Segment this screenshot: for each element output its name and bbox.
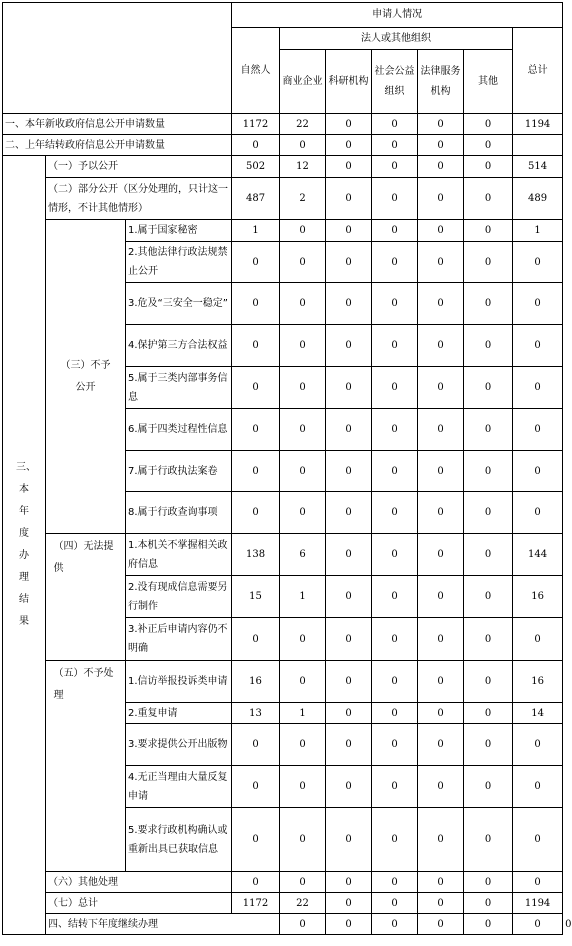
group-label: （六）其他处理 bbox=[46, 872, 232, 893]
cell-legal-service: 0 bbox=[418, 661, 464, 703]
cell-other: 0 bbox=[513, 914, 563, 935]
cell-commercial: 0 bbox=[280, 451, 326, 492]
cell-legal-service: 0 bbox=[418, 156, 464, 178]
cell-social: 0 bbox=[372, 220, 418, 242]
cell-social: 0 bbox=[372, 576, 418, 618]
cell-total: 0 bbox=[513, 242, 563, 283]
cell-other: 0 bbox=[464, 367, 513, 409]
cell-commercial: 22 bbox=[280, 893, 326, 914]
cell-other: 0 bbox=[464, 156, 513, 178]
cell-other: 0 bbox=[464, 808, 513, 872]
cell-other: 0 bbox=[464, 220, 513, 242]
cell-total: 0 bbox=[513, 766, 563, 808]
cell-social: 0 bbox=[372, 492, 418, 534]
cell-social: 0 bbox=[372, 703, 418, 724]
cell-natural: 0 bbox=[232, 451, 280, 492]
cell-commercial: 0 bbox=[280, 325, 326, 367]
table-row bbox=[3, 872, 563, 893]
cell-legal-service: 0 bbox=[418, 367, 464, 409]
cell-natural: 0 bbox=[232, 283, 280, 325]
cell-total: 0 bbox=[513, 724, 563, 766]
cell-natural: 1 bbox=[232, 220, 280, 242]
cell-research: 0 bbox=[326, 114, 372, 135]
cell-research: 0 bbox=[326, 766, 372, 808]
sub-label: 4.保护第三方合法权益 bbox=[126, 325, 232, 367]
cell-social: 0 bbox=[372, 409, 418, 451]
cell-social: 0 bbox=[372, 283, 418, 325]
cell-social: 0 bbox=[372, 661, 418, 703]
group-label: （七）总计 bbox=[46, 893, 232, 914]
cell-legal-service: 0 bbox=[418, 283, 464, 325]
cell-commercial: 0 bbox=[280, 724, 326, 766]
cell-other: 0 bbox=[464, 492, 513, 534]
row-label: 一、本年新收政府信息公开申请数量 bbox=[3, 114, 232, 135]
header-legal-service: 法律服务机构 bbox=[418, 50, 464, 114]
cell-natural: 0 bbox=[232, 766, 280, 808]
cell-social: 0 bbox=[372, 242, 418, 283]
cell-natural: 1172 bbox=[232, 114, 280, 135]
cell-commercial: 22 bbox=[280, 114, 326, 135]
table-row bbox=[3, 135, 563, 156]
cell-other: 0 bbox=[464, 451, 513, 492]
cell-research: 0 bbox=[326, 534, 372, 576]
cell-commercial: 0 bbox=[280, 220, 326, 242]
cell-total: 0 bbox=[513, 618, 563, 661]
cell-research: 0 bbox=[326, 661, 372, 703]
cell-research: 0 bbox=[326, 367, 372, 409]
sub-label: 2.重复申请 bbox=[126, 703, 232, 724]
cell-commercial: 0 bbox=[280, 661, 326, 703]
group-label: （二）部分公开（区分处理的，只计这一情形，不计其他情形） bbox=[46, 178, 232, 220]
cell-total: 0 bbox=[513, 367, 563, 409]
cell-research: 0 bbox=[326, 492, 372, 534]
group-label: （五）不予处理 bbox=[46, 661, 126, 872]
cell-legal-service: 0 bbox=[418, 220, 464, 242]
cell-social: 0 bbox=[372, 766, 418, 808]
cell-legal-service: 0 bbox=[418, 135, 464, 156]
cell-social: 0 bbox=[372, 135, 418, 156]
sub-label: 3.补正后申请内容仍不明确 bbox=[126, 618, 232, 661]
header-legal-entities: 法人或其他组织 bbox=[280, 28, 513, 50]
cell-social: 0 bbox=[418, 914, 464, 935]
cell-total: 1194 bbox=[513, 114, 563, 135]
sub-label: 4.无正当理由大量反复申请 bbox=[126, 766, 232, 808]
cell-social: 0 bbox=[372, 872, 418, 893]
sub-label: 1.属于国家秘密 bbox=[126, 220, 232, 242]
cell-total: 0 bbox=[513, 451, 563, 492]
table-row bbox=[3, 220, 563, 242]
cell-total: 0 bbox=[513, 492, 563, 534]
cell-natural: 0 bbox=[232, 135, 280, 156]
sub-label: 2.其他法律行政法规禁止公开 bbox=[126, 242, 232, 283]
cell-natural: 13 bbox=[232, 703, 280, 724]
cell-other: 0 bbox=[464, 766, 513, 808]
cell-commercial: 0 bbox=[280, 135, 326, 156]
cell-natural: 0 bbox=[232, 808, 280, 872]
cell-research: 0 bbox=[326, 808, 372, 872]
row-label: 二、上年结转政府信息公开申请数量 bbox=[3, 135, 232, 156]
cell-natural: 1172 bbox=[232, 893, 280, 914]
cell-commercial: 0 bbox=[280, 492, 326, 534]
header-total: 总计 bbox=[513, 28, 563, 114]
cell-natural: 0 bbox=[280, 914, 326, 935]
cell-social: 0 bbox=[372, 534, 418, 576]
cell-commercial: 0 bbox=[280, 808, 326, 872]
cell-total: 16 bbox=[513, 661, 563, 703]
section-3-label: 三、本年度办理结果 bbox=[3, 156, 46, 935]
cell-other: 0 bbox=[464, 114, 513, 135]
cell-total: 16 bbox=[513, 576, 563, 618]
cell-legal-service: 0 bbox=[418, 242, 464, 283]
cell-other: 0 bbox=[464, 703, 513, 724]
header-other: 其他 bbox=[464, 50, 513, 114]
sub-label: 5.要求行政机构确认或重新出具已获取信息 bbox=[126, 808, 232, 872]
cell-total: 0 bbox=[513, 283, 563, 325]
cell-legal-service: 0 bbox=[418, 576, 464, 618]
cell-natural: 138 bbox=[232, 534, 280, 576]
cell-natural: 0 bbox=[232, 242, 280, 283]
cell-research: 0 bbox=[326, 242, 372, 283]
table-row bbox=[3, 534, 563, 576]
cell-total: 0 bbox=[513, 325, 563, 367]
cell-commercial: 0 bbox=[280, 872, 326, 893]
header-social: 社会公益组织 bbox=[372, 50, 418, 114]
sub-label: 2.没有现成信息需要另行制作 bbox=[126, 576, 232, 618]
table-row bbox=[3, 114, 563, 135]
cell-commercial: 1 bbox=[280, 576, 326, 618]
cell-legal-service: 0 bbox=[418, 325, 464, 367]
cell-social: 0 bbox=[372, 367, 418, 409]
cell-other: 0 bbox=[464, 724, 513, 766]
cell-other: 0 bbox=[464, 618, 513, 661]
cell-commercial: 0 bbox=[280, 766, 326, 808]
cell-total: 514 bbox=[513, 156, 563, 178]
cell-legal-service: 0 bbox=[418, 872, 464, 893]
cell-legal-service: 0 bbox=[418, 893, 464, 914]
cell-legal-service: 0 bbox=[418, 534, 464, 576]
cell-research: 0 bbox=[326, 325, 372, 367]
header-research: 科研机构 bbox=[326, 50, 372, 114]
cell-natural: 0 bbox=[232, 367, 280, 409]
cell-other: 0 bbox=[464, 872, 513, 893]
cell-research: 0 bbox=[326, 220, 372, 242]
cell-natural: 502 bbox=[232, 156, 280, 178]
cell-total: 1194 bbox=[513, 893, 563, 914]
cell-research: 0 bbox=[326, 703, 372, 724]
cell-legal-service: 0 bbox=[418, 766, 464, 808]
cell-legal-service: 0 bbox=[418, 451, 464, 492]
cell-other: 0 bbox=[464, 534, 513, 576]
cell-natural: 0 bbox=[232, 724, 280, 766]
header-corner bbox=[3, 3, 232, 114]
cell-commercial: 0 bbox=[280, 283, 326, 325]
cell-research: 0 bbox=[326, 872, 372, 893]
cell-commercial: 6 bbox=[280, 534, 326, 576]
cell-natural: 0 bbox=[232, 409, 280, 451]
cell-legal-service: 0 bbox=[418, 703, 464, 724]
cell-other: 0 bbox=[464, 283, 513, 325]
cell-commercial: 0 bbox=[280, 242, 326, 283]
cell-natural: 0 bbox=[232, 325, 280, 367]
cell-commercial: 2 bbox=[280, 178, 326, 220]
cell-other: 0 bbox=[464, 178, 513, 220]
cell-social: 0 bbox=[372, 451, 418, 492]
cell-other: 0 bbox=[464, 409, 513, 451]
group-label: （四）无法提供 bbox=[46, 534, 126, 661]
cell-social: 0 bbox=[372, 156, 418, 178]
sub-label: 3.危及“三安全一稳定” bbox=[126, 283, 232, 325]
sub-label: 1.本机关不掌握相关政府信息 bbox=[126, 534, 232, 576]
cell-natural: 0 bbox=[232, 492, 280, 534]
group-label: （一）予以公开 bbox=[46, 156, 232, 178]
cell-social: 0 bbox=[372, 893, 418, 914]
cell-total: 0 bbox=[513, 808, 563, 872]
cell-other: 0 bbox=[464, 576, 513, 618]
row-label: 四、结转下年度继续办理 bbox=[46, 914, 280, 935]
sub-label: 3.要求提供公开出版物 bbox=[126, 724, 232, 766]
cell-research: 0 bbox=[326, 724, 372, 766]
cell-commercial: 0 bbox=[280, 618, 326, 661]
header-commercial: 商业企业 bbox=[280, 50, 326, 114]
cell-commercial: 0 bbox=[280, 409, 326, 451]
cell-research: 0 bbox=[372, 914, 418, 935]
cell-social: 0 bbox=[372, 114, 418, 135]
cell-research: 0 bbox=[326, 135, 372, 156]
cell-research: 0 bbox=[326, 576, 372, 618]
cell-total: 489 bbox=[513, 178, 563, 220]
cell-legal-service: 0 bbox=[464, 914, 513, 935]
cell-other: 0 bbox=[464, 325, 513, 367]
cell-legal-service: 0 bbox=[418, 114, 464, 135]
table-row bbox=[3, 893, 563, 914]
cell-social: 0 bbox=[372, 808, 418, 872]
table-row bbox=[3, 661, 563, 703]
cell-research: 0 bbox=[326, 618, 372, 661]
cell-research: 0 bbox=[326, 178, 372, 220]
cell-commercial: 12 bbox=[280, 156, 326, 178]
cell-natural: 16 bbox=[232, 661, 280, 703]
cell-research: 0 bbox=[326, 283, 372, 325]
cell-legal-service: 0 bbox=[418, 409, 464, 451]
cell-other: 0 bbox=[464, 893, 513, 914]
cell-other: 0 bbox=[464, 135, 513, 156]
cell-total: 0 bbox=[513, 409, 563, 451]
cell-legal-service: 0 bbox=[418, 492, 464, 534]
cell-social: 0 bbox=[372, 325, 418, 367]
sub-label: 8.属于行政查询事项 bbox=[126, 492, 232, 534]
cell-total: 14 bbox=[513, 703, 563, 724]
cell-legal-service: 0 bbox=[418, 724, 464, 766]
cell-total: 144 bbox=[513, 534, 563, 576]
table-row bbox=[3, 156, 563, 178]
cell-research: 0 bbox=[326, 451, 372, 492]
cell-total bbox=[513, 135, 563, 156]
cell-total: 0 bbox=[513, 872, 563, 893]
group-label: （三）不予公开 bbox=[46, 220, 126, 534]
cell-research: 0 bbox=[326, 409, 372, 451]
cell-natural: 0 bbox=[232, 618, 280, 661]
header-applicant: 申请人情况 bbox=[232, 3, 563, 28]
table-row: 四、结转下年度继续办理 0 0 0 0 0 0 0 bbox=[3, 914, 563, 935]
cell-other: 0 bbox=[464, 661, 513, 703]
cell-commercial: 0 bbox=[280, 367, 326, 409]
sub-label: 7.属于行政执法案卷 bbox=[126, 451, 232, 492]
cell-social: 0 bbox=[372, 724, 418, 766]
cell-social: 0 bbox=[372, 618, 418, 661]
cell-legal-service: 0 bbox=[418, 618, 464, 661]
cell-commercial: 1 bbox=[280, 703, 326, 724]
header-natural-person: 自然人 bbox=[232, 28, 280, 114]
cell-total: 1 bbox=[513, 220, 563, 242]
disclosure-statistics-table bbox=[2, 2, 572, 935]
sub-label: 1.信访举报投诉类申请 bbox=[126, 661, 232, 703]
sub-label: 6.属于四类过程性信息 bbox=[126, 409, 232, 451]
cell-natural: 15 bbox=[232, 576, 280, 618]
cell-natural: 487 bbox=[232, 178, 280, 220]
cell-social: 0 bbox=[372, 178, 418, 220]
cell-legal-service: 0 bbox=[418, 808, 464, 872]
cell-commercial: 0 bbox=[326, 914, 372, 935]
cell-other: 0 bbox=[464, 242, 513, 283]
cell-research: 0 bbox=[326, 156, 372, 178]
table-row bbox=[3, 178, 563, 220]
cell-legal-service: 0 bbox=[418, 178, 464, 220]
cell-research: 0 bbox=[326, 893, 372, 914]
cell-natural: 0 bbox=[232, 872, 280, 893]
sub-label: 5.属于三类内部事务信息 bbox=[126, 367, 232, 409]
